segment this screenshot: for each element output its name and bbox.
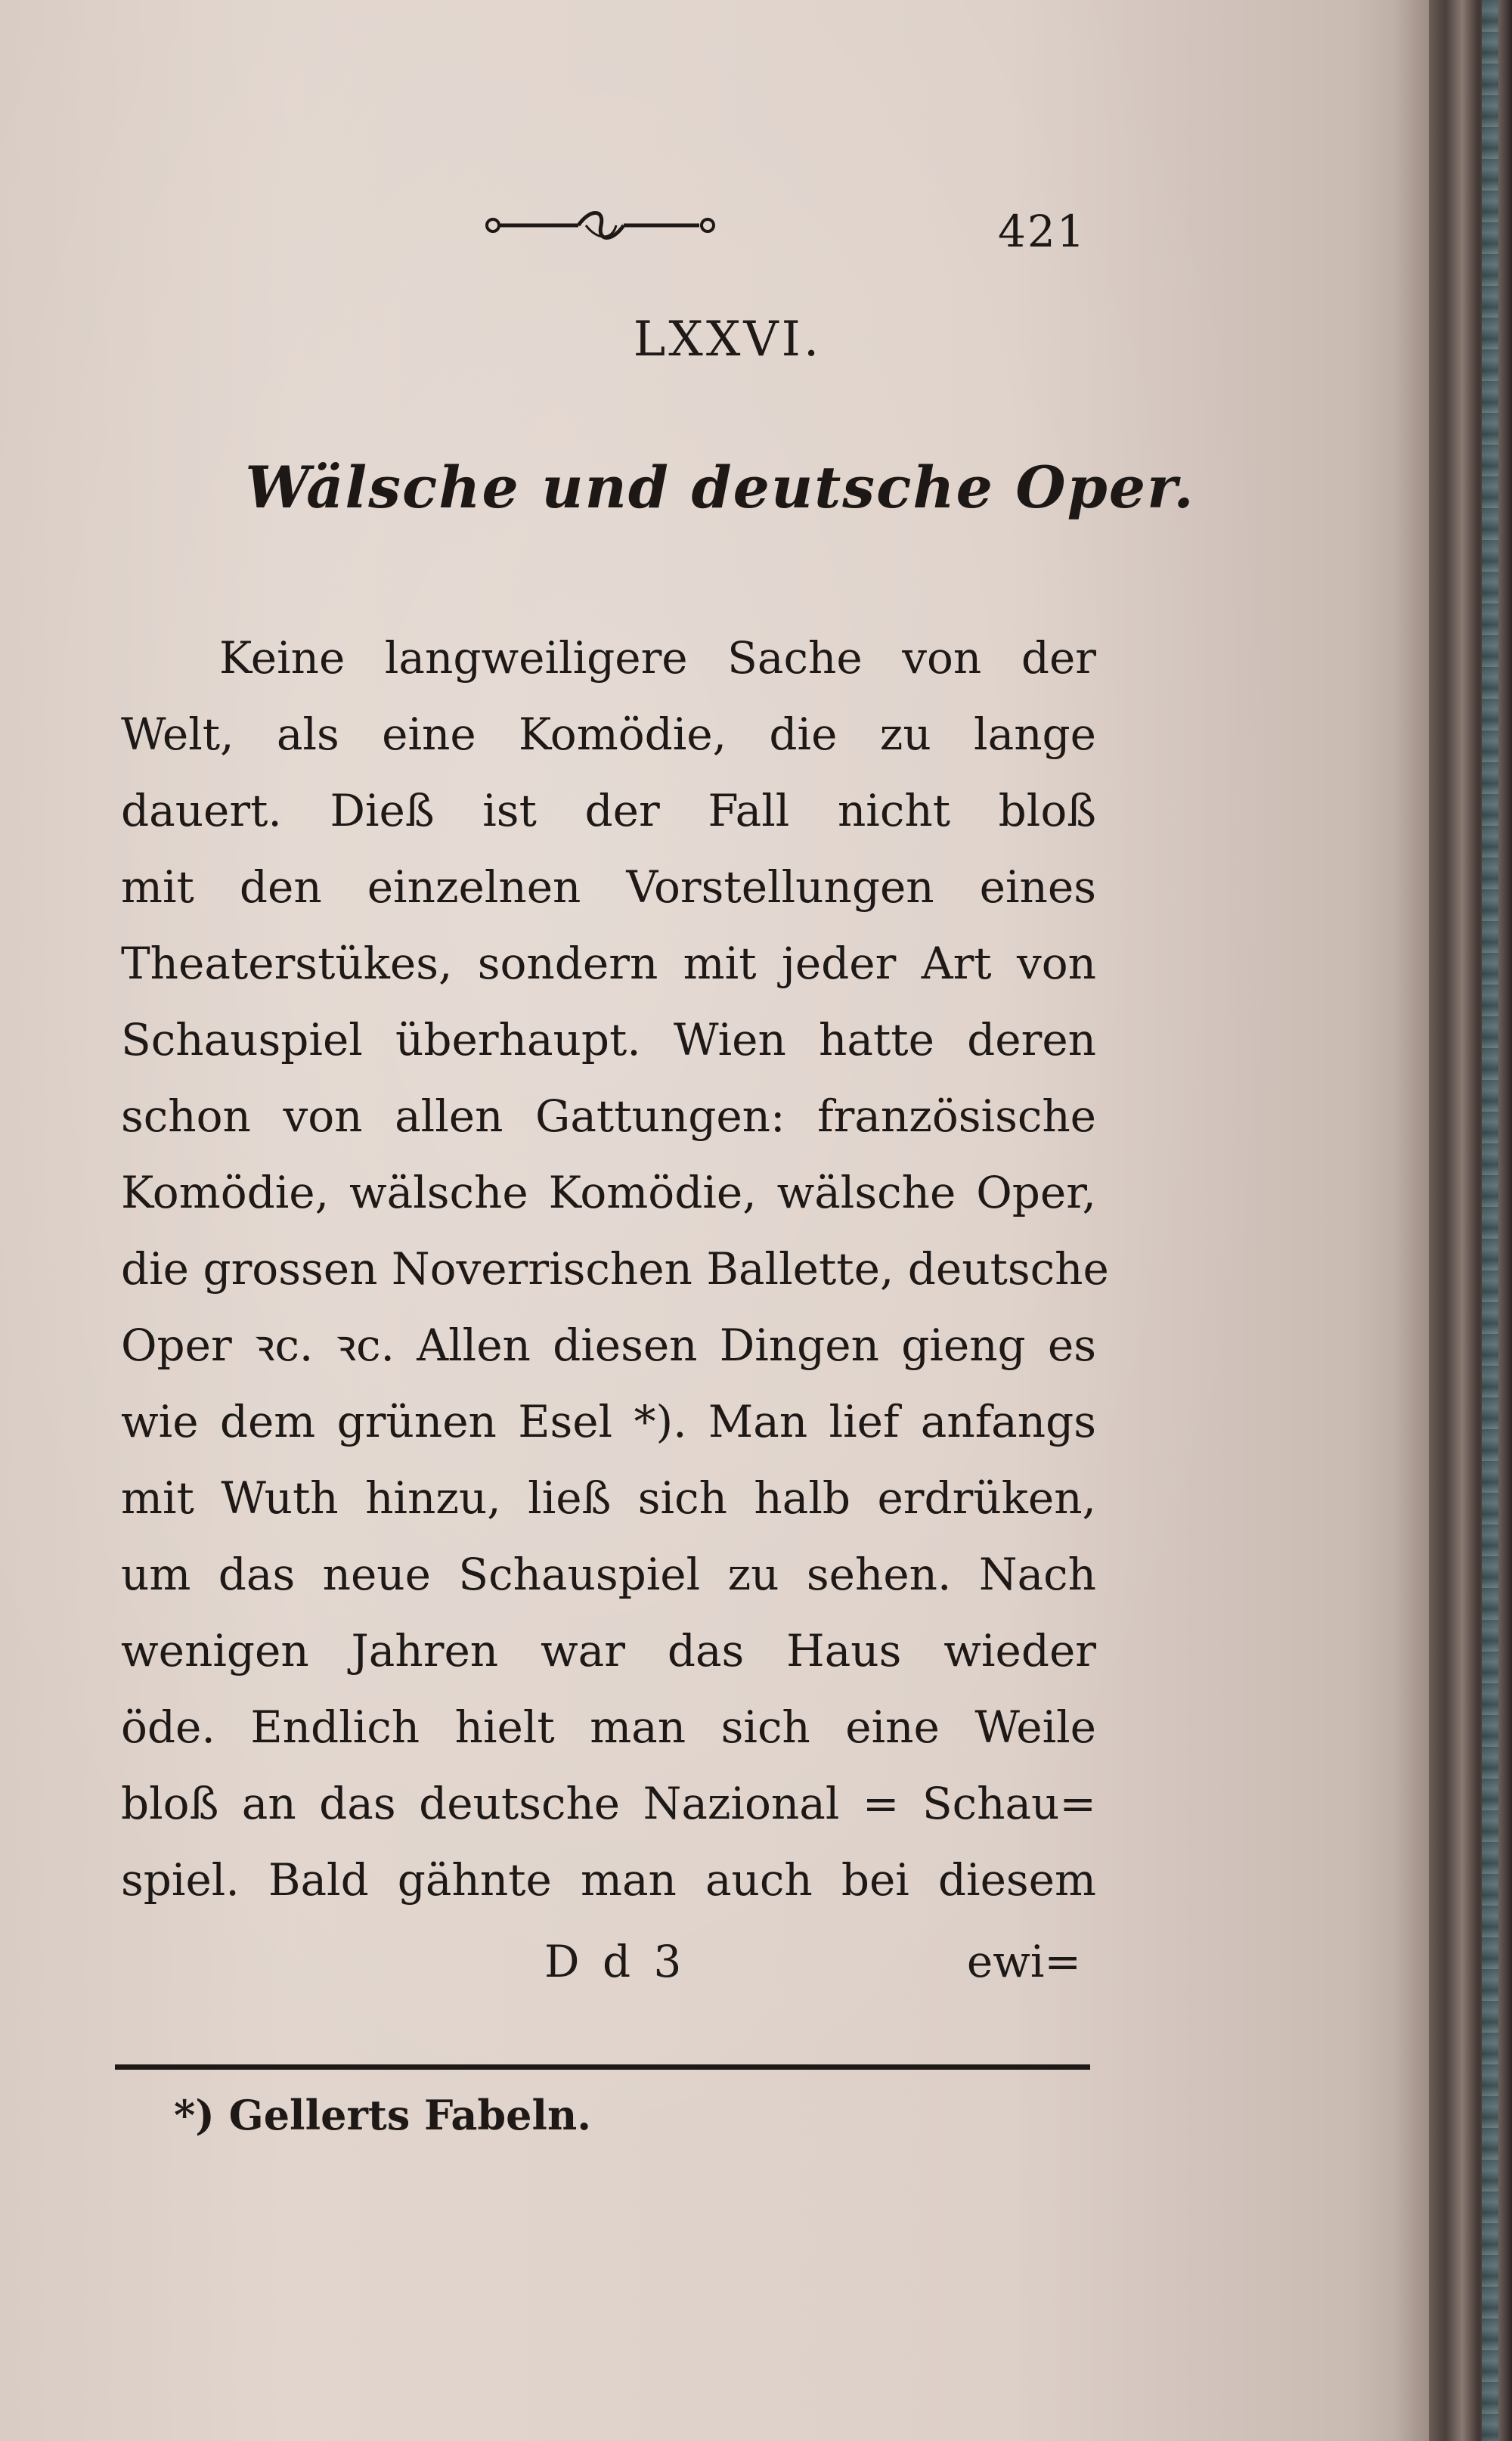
text-line: schon von allen Gattungen: französische bbox=[121, 1090, 1096, 1142]
text-line: Oper ꝛc. ꝛc. Allen diesen Dingen gieng es bbox=[121, 1320, 1096, 1371]
text-line: Schauspiel überhaupt. Wien hatte deren bbox=[121, 1014, 1096, 1065]
text-line: bloß an das deutsche Nazional = Schau= bbox=[121, 1778, 1096, 1829]
text-line: dauert. Dieß ist der Fall nicht bloß bbox=[121, 785, 1096, 836]
ornament-icon bbox=[484, 203, 718, 248]
text-line: die grossen Noverrischen Ballette, deutsche bbox=[121, 1243, 1109, 1295]
catchword: ewi= bbox=[966, 1936, 1081, 1987]
text-line: Keine langweiligere Sache von der bbox=[219, 632, 1096, 684]
body-text bbox=[121, 620, 1109, 1918]
catchline bbox=[121, 1936, 1096, 1996]
text-line: wenigen Jahren war das Haus wieder bbox=[121, 1625, 1096, 1676]
text-line: Theaterstükes, sondern mit jeder Art von bbox=[121, 938, 1096, 989]
text-line: wie dem grünen Esel *). Man lief anfangs bbox=[121, 1396, 1096, 1447]
signature-mark: D d 3 bbox=[544, 1936, 686, 1987]
text-line: Komödie, wälsche Komödie, wälsche Oper, bbox=[121, 1167, 1096, 1218]
text-line: mit den einzelnen Vorstellungen eines bbox=[121, 861, 1096, 913]
book-edge bbox=[1429, 0, 1512, 2441]
text-line: Welt, als eine Komödie, die zu lange bbox=[121, 709, 1096, 760]
footnote-divider bbox=[115, 2064, 1090, 2070]
text-line: öde. Endlich hielt man sich eine Weile bbox=[121, 1701, 1096, 1753]
chapter-title: Wälsche und deutsche Oper. bbox=[245, 454, 1195, 521]
text-line: spiel. Bald gähnte man auch bei diesem bbox=[121, 1854, 1096, 1906]
book-edge-strip bbox=[1482, 0, 1498, 2441]
chapter-number: LXXVI. bbox=[633, 312, 823, 368]
text-line: um das neue Schauspiel zu sehen. Nach bbox=[121, 1549, 1096, 1600]
text-line: mit Wuth hinzu, ließ sich halb erdrüken, bbox=[121, 1472, 1096, 1524]
footnote: *) Gellerts Fabeln. bbox=[174, 2091, 592, 2139]
page-number: 421 bbox=[998, 206, 1086, 257]
